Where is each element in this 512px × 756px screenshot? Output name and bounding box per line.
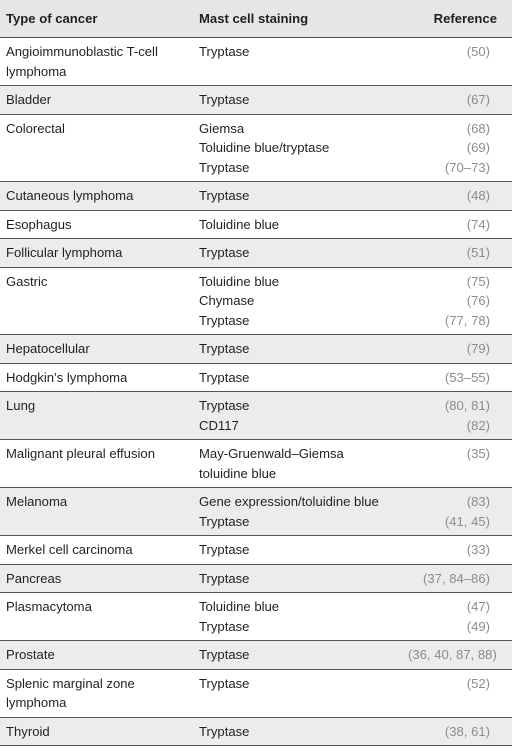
staining-method: CD117 [199,417,239,433]
cancer-type-cell: Melanoma [0,488,193,536]
table-row [0,536,512,565]
reference-cell [402,488,512,536]
staining-method: Tryptase [199,92,250,107]
table-row [0,38,512,86]
staining-method: Tryptase [199,542,250,557]
cancer-type-cell: Plasmacytoma [0,593,193,641]
table-body [0,38,512,746]
reference-citation: (69) [466,140,490,155]
staining-cell [193,182,402,211]
reference-cell [402,86,512,115]
reference-cell [402,210,512,239]
reference-cell [402,239,512,268]
table-header [0,0,512,38]
reference-cell [402,641,512,670]
staining-method: Tryptase [199,188,250,203]
table-row [0,363,512,392]
staining-method: Tryptase [199,398,250,413]
cancer-type-cell: Hepatocellular [0,335,193,364]
staining-method: Tryptase [199,513,250,529]
staining-method: Tryptase [199,647,250,662]
reference-cell [402,536,512,565]
reference-citation: (33) [466,542,490,557]
reference-citation: (70–73) [444,159,490,175]
cancer-type-cell: Cutaneous lymphoma [0,182,193,211]
staining-cell [193,335,402,364]
staining-cell [193,641,402,670]
cancer-type-cell: Bladder [0,86,193,115]
staining-cell [193,564,402,593]
staining-cell [193,363,402,392]
reference-citation: (80, 81) [444,398,490,413]
reference-citation: (51) [466,245,490,260]
staining-cell [193,114,402,182]
staining-cell [193,392,402,440]
table-row [0,392,512,440]
staining-method: Tryptase [199,341,250,356]
staining-method: Tryptase [199,312,250,328]
staining-method: Tryptase [199,723,250,739]
table-row [0,86,512,115]
staining-method: Toluidine blue/tryptase [199,140,330,155]
reference-cell [402,440,512,488]
reference-citation: (74) [466,216,490,232]
table-row [0,717,512,746]
reference-cell [402,182,512,211]
staining-method: Tryptase [199,159,250,175]
staining-method: Tryptase [199,570,250,586]
cancer-type-cell: Thyroid [0,717,193,746]
header-reference: Reference [402,0,512,38]
staining-cell [193,86,402,115]
cancer-type-cell: Malignant pleural effusion [0,440,193,488]
staining-method: Tryptase [199,618,250,634]
reference-cell [402,593,512,641]
reference-citation: (76) [466,293,490,308]
reference-citation: (68) [466,120,490,136]
reference-citation: (47) [466,599,490,614]
staining-cell [193,239,402,268]
reference-cell [402,335,512,364]
cancer-type-cell: Follicular lymphoma [0,239,193,268]
reference-cell [402,363,512,392]
staining-cell [193,669,402,717]
cancer-type-cell: Hodgkin’s lymphoma [0,363,193,392]
table-row [0,593,512,641]
staining-cell [193,440,402,488]
reference-citation: (79) [466,341,490,356]
cancer-type-cell: Esophagus [0,210,193,239]
reference-cell [402,717,512,746]
table-row [0,114,512,182]
reference-citation: (67) [466,92,490,107]
reference-citation: (83) [466,494,490,509]
staining-method: Toluidine blue [199,273,280,289]
reference-cell [402,114,512,182]
table-row [0,641,512,670]
table-row [0,182,512,211]
staining-method: May-Gruenwald–Giemsa toluidine blue [199,446,344,481]
header-type-of-cancer: Type of cancer [0,0,193,38]
cancer-type-cell: Angioimmunoblastic T-cell lymphoma [0,38,193,86]
staining-cell [193,536,402,565]
reference-citation: (48) [466,188,490,203]
staining-method: Chymase [199,293,255,308]
reference-cell [402,564,512,593]
staining-method: Tryptase [199,245,250,260]
table-row [0,239,512,268]
reference-citation: (53–55) [444,369,490,385]
cancer-type-cell: Prostate [0,641,193,670]
header-mast-cell-staining: Mast cell staining [193,0,402,38]
table-row [0,335,512,364]
reference-citation: (35) [466,446,490,461]
cancer-type-cell: Splenic marginal zone lymphoma [0,669,193,717]
reference-citation: (41, 45) [444,513,490,529]
reference-citation: (37, 84–86) [423,570,490,586]
reference-citation: (36, 40, 87, 88) [408,647,497,662]
table-row [0,210,512,239]
reference-citation: (50) [466,44,490,59]
table-row [0,267,512,335]
staining-method: Gene expression/toluidine blue [199,494,379,509]
table-row [0,669,512,717]
staining-method: Tryptase [199,675,250,691]
table-row [0,488,512,536]
staining-cell [193,267,402,335]
reference-citation: (38, 61) [444,723,490,739]
reference-cell [402,669,512,717]
staining-cell [193,488,402,536]
table-row [0,440,512,488]
staining-method: Tryptase [199,369,250,385]
staining-cell [193,38,402,86]
reference-cell [402,267,512,335]
staining-method: Toluidine blue [199,216,280,232]
staining-method: Toluidine blue [199,599,280,614]
reference-citation: (82) [466,417,490,433]
staining-method: Tryptase [199,44,250,59]
reference-cell [402,38,512,86]
header-row [0,0,512,38]
cancer-type-cell: Colorectal [0,114,193,182]
reference-cell [402,392,512,440]
reference-citation: (49) [466,618,490,634]
reference-citation: (77, 78) [444,312,490,328]
cancer-type-cell: Lung [0,392,193,440]
cancer-type-cell: Pancreas [0,564,193,593]
cancer-type-cell: Merkel cell carcinoma [0,536,193,565]
staining-cell [193,210,402,239]
staining-cell [193,717,402,746]
table-row [0,564,512,593]
staining-cell [193,593,402,641]
reference-citation: (75) [466,273,490,289]
staining-method: Giemsa [199,120,245,136]
reference-citation: (52) [466,675,490,691]
cancer-type-cell: Gastric [0,267,193,335]
